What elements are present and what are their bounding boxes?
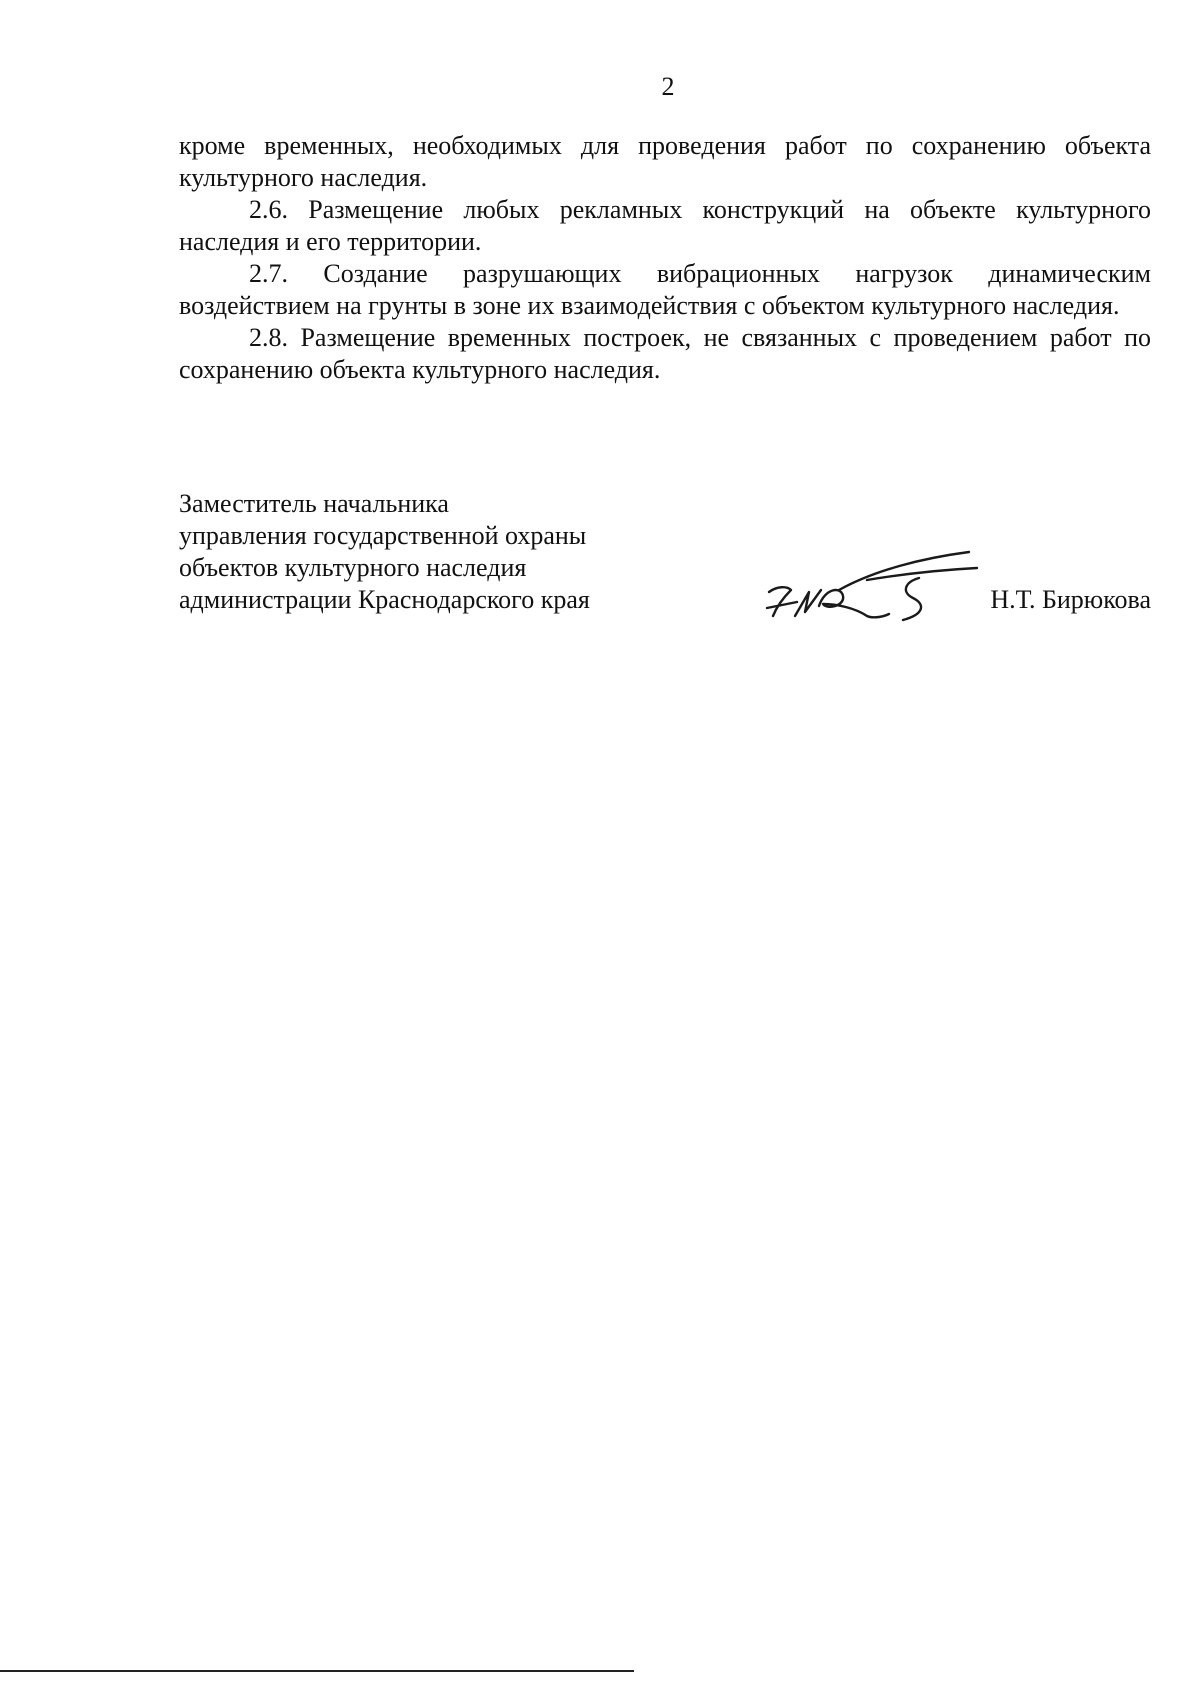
- signer-position-line: объектов культурного наследия: [179, 553, 527, 582]
- signer-position-line: Заместитель начальника: [179, 489, 449, 518]
- signer-position-line: управления государственной охраны: [179, 521, 587, 550]
- footer-rule: [0, 1670, 634, 1672]
- signer-position: [179, 488, 590, 616]
- handwritten-signature-icon: [763, 546, 983, 626]
- paragraph-2-7: 2.7. Создание разрушающих вибрационных нагрузок динамическим воздействием на грунты в зоне их взаимодействия с объектом культурного наследия.: [179, 259, 1151, 320]
- signature-block: [179, 488, 1151, 628]
- document-body: [179, 130, 1151, 386]
- signer-position-line: администрации Краснодарского края: [179, 585, 590, 614]
- signer-name: Н.Т. Бирюкова: [990, 585, 1151, 614]
- paragraph-2-6: 2.6. Размещение любых рекламных конструкций на объекте культурного наследия и его территории.: [179, 195, 1151, 256]
- page-number: 2: [661, 72, 675, 101]
- paragraph-2-8: 2.8. Размещение временных построек, не связанных с проведением работ по сохранению объекта культурного наследия.: [179, 323, 1151, 384]
- paragraph-continuation: кроме временных, необходимых для проведения работ по сохранению объекта культурного наследия.: [179, 131, 1151, 192]
